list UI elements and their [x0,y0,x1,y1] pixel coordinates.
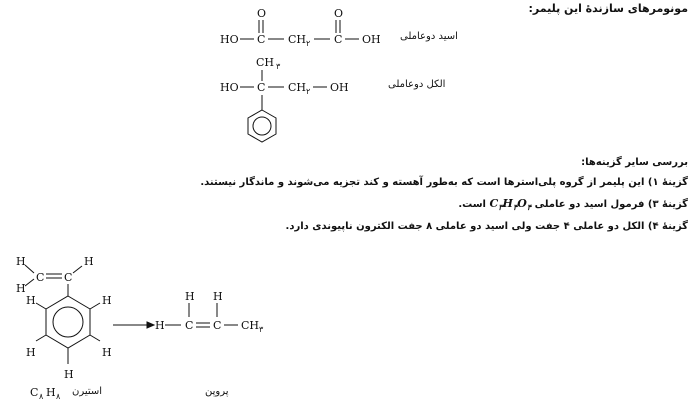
styrene-ring-h3: H [26,346,36,359]
svg-text:۸: ۸ [39,392,44,401]
diacid-carbon-2: C [334,33,343,46]
review-option-4: گزینهٔ ۴) الکل دو عاملی ۴ جفت ولی اسید دو عاملی ۸ جفت الکترون ناپیوندی دارد. [285,221,688,232]
propene-ch3: CH [241,319,260,332]
styrene-ring-h5: H [64,368,74,381]
svg-text:۸: ۸ [56,392,61,401]
review-option-1: گزینهٔ ۱) این پلیمر از گروه پلی‌استرها است که به‌طور آهسته و کند تجزیه می‌شوند و ماندگار نیستند. [200,177,688,188]
diol-ch2: CH [288,81,307,94]
styrene-ring-h2: H [102,294,112,307]
diol-carbon: C [257,81,266,94]
diacid-right-oh: OH [362,33,381,46]
option3-formula: $C_۳H_۴O_۴$ [489,197,532,213]
diacid-carbon-1: C [257,33,266,46]
propene-h-left: H [155,319,165,332]
styrene-h-bottom-left: H [16,282,26,295]
diacid-ch2: CH [288,33,307,46]
diol-ch3: CH [256,56,275,69]
styrene-formula-c: C [30,386,39,399]
styrene-h-top-left: H [16,255,26,268]
styrene-formula-h: H [46,386,56,399]
diacid-left-ho: HO [220,33,239,46]
propene-name: پروپن [205,386,229,397]
propene-c1: C [185,319,194,332]
diol-ch2-sub: ۲ [306,87,311,96]
propene-h-top-2: H [213,290,223,303]
styrene-vinyl-c2: C [64,271,73,284]
styrene-h-top-right: H [84,255,94,268]
carbonyl-oxygen-2: O [334,7,344,20]
styrene-vinyl-c1: C [36,271,45,284]
option3-prefix: گزینهٔ ۳) فرمول اسید دو عاملی [534,199,688,210]
styrene-ring-h4: H [102,346,112,359]
diol-ch3-sub: ۳ [276,62,281,71]
diacid-label: اسید دوعاملی [400,31,458,42]
styrene-ring-h1: H [26,294,36,307]
diol-label: الکل دوعاملی [388,79,446,90]
diacid-ch2-sub: ۲ [306,39,311,48]
propene-h-top-1: H [185,290,195,303]
section-heading: مونومرهای سازندهٔ این پلیمر: [528,2,688,15]
option3-suffix: است. [458,199,486,210]
propene-c2: C [213,319,222,332]
styrene-name: استیرن [72,386,103,397]
diol-right-oh: OH [330,81,349,94]
carbonyl-oxygen-1: O [257,7,267,20]
review-title: بررسی سایر گزینه‌ها: [581,157,688,168]
propene-ch3-sub: ۳ [259,325,264,334]
diol-left-ho: HO [220,81,239,94]
